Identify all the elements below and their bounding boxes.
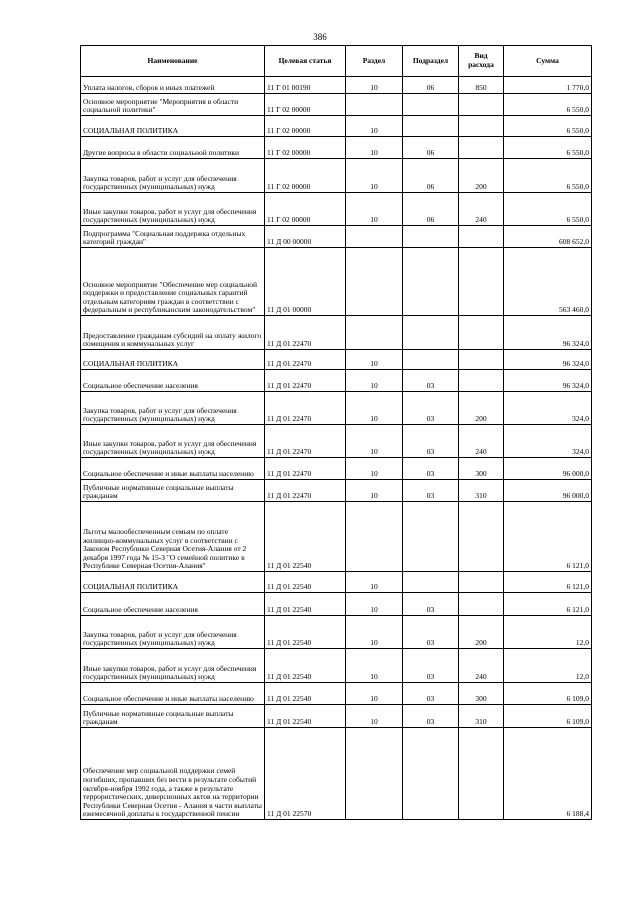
cell-sum: 6 550,0 [504, 137, 592, 159]
cell-expense-type: 240 [459, 649, 504, 683]
cell-subsection [403, 350, 459, 370]
cell-expense-type: 200 [459, 159, 504, 193]
table-row [81, 502, 592, 572]
cell-target-article: 11 Д 01 22470 [265, 480, 346, 502]
cell-section: 10 [346, 458, 403, 480]
cell-target-article: 11 Д 01 22540 [265, 593, 346, 616]
cell-target-article: 11 Г 02 00000 [265, 159, 346, 193]
cell-expense-type [459, 370, 504, 392]
cell-section [346, 94, 403, 116]
cell-expense-type [459, 116, 504, 137]
cell-name: Социальное обеспечение и иные выплаты населению [81, 683, 265, 705]
cell-expense-type [459, 350, 504, 370]
cell-section: 10 [346, 137, 403, 159]
cell-expense-type: 240 [459, 425, 504, 458]
cell-name: Закупка товаров, работ и услуг для обеспечения государственных (муниципальных) нужд [81, 159, 265, 193]
table-row [81, 370, 592, 392]
cell-sum: 6 121,0 [504, 572, 592, 593]
cell-target-article: 11 Д 01 22540 [265, 705, 346, 728]
table-row [81, 480, 592, 502]
table-row [81, 159, 592, 193]
cell-sum: 6 121,0 [504, 502, 592, 572]
cell-section: 10 [346, 480, 403, 502]
cell-subsection [403, 226, 459, 248]
cell-sum: 6 109,0 [504, 683, 592, 705]
cell-target-article: 11 Д 01 22540 [265, 502, 346, 572]
cell-name: Льготы малообеспеченным семьям по оплате жилищно-коммунальных услуг в соответствии с Законом Республики Северная Осетия-Алания от 2 декабря 1997 года № 15-З "О семейной политике в Республике Северная Осетия-Алания" [81, 502, 265, 572]
cell-sum: 6 121,0 [504, 593, 592, 616]
cell-subsection: 03 [403, 705, 459, 728]
cell-sum: 6 550,0 [504, 94, 592, 116]
cell-section: 10 [346, 77, 403, 94]
table-row [81, 392, 592, 425]
cell-subsection [403, 316, 459, 350]
cell-name: Публичные нормативные социальные выплаты гражданам [81, 705, 265, 728]
cell-expense-type [459, 593, 504, 616]
cell-subsection: 03 [403, 616, 459, 649]
cell-subsection: 03 [403, 593, 459, 616]
cell-name: Социальное обеспечение населения [81, 370, 265, 392]
cell-expense-type: 300 [459, 683, 504, 705]
cell-expense-type [459, 316, 504, 350]
cell-sum: 563 460,0 [504, 248, 592, 316]
cell-target-article: 11 Д 01 22570 [265, 728, 346, 820]
table-row [81, 425, 592, 458]
cell-section: 10 [346, 350, 403, 370]
header-expense-type: Вид расхода [459, 46, 504, 77]
cell-expense-type: 310 [459, 480, 504, 502]
table-row [81, 193, 592, 226]
cell-subsection [403, 116, 459, 137]
cell-section: 10 [346, 159, 403, 193]
cell-target-article: 11 Д 01 22470 [265, 350, 346, 370]
table-row [81, 137, 592, 159]
cell-subsection [403, 728, 459, 820]
cell-expense-type [459, 248, 504, 316]
cell-target-article: 11 Г 02 00000 [265, 116, 346, 137]
cell-expense-type [459, 94, 504, 116]
table-row [81, 94, 592, 116]
cell-target-article: 11 Д 00 00000 [265, 226, 346, 248]
table-header [81, 46, 592, 77]
cell-target-article: 11 Г 02 00000 [265, 193, 346, 226]
cell-target-article: 11 Г 02 00000 [265, 137, 346, 159]
cell-section: 10 [346, 572, 403, 593]
table-row [81, 572, 592, 593]
cell-name: Иные закупки товаров, работ и услуг для обеспечения государственных (муниципальных) нужд [81, 649, 265, 683]
cell-subsection: 03 [403, 480, 459, 502]
header-subsection: Подраздел [403, 46, 459, 77]
cell-name: СОЦИАЛЬНАЯ ПОЛИТИКА [81, 116, 265, 137]
cell-sum: 12,0 [504, 649, 592, 683]
table-row [81, 683, 592, 705]
cell-sum: 96 000,0 [504, 458, 592, 480]
cell-sum: 6 550,0 [504, 116, 592, 137]
cell-sum: 12,0 [504, 616, 592, 649]
cell-section: 10 [346, 683, 403, 705]
cell-section: 10 [346, 705, 403, 728]
cell-subsection [403, 94, 459, 116]
cell-expense-type: 200 [459, 392, 504, 425]
cell-section: 10 [346, 370, 403, 392]
cell-name: Социальное обеспечение и иные выплаты населению [81, 458, 265, 480]
cell-name: Иные закупки товаров, работ и услуг для обеспечения государственных (муниципальных) нужд [81, 193, 265, 226]
cell-expense-type [459, 572, 504, 593]
cell-sum: 324,0 [504, 392, 592, 425]
page-number: 386 [313, 32, 327, 42]
cell-subsection: 03 [403, 458, 459, 480]
cell-section: 10 [346, 616, 403, 649]
cell-name: Социальное обеспечение населения [81, 593, 265, 616]
cell-target-article: 11 Д 01 22470 [265, 392, 346, 425]
cell-section [346, 502, 403, 572]
cell-expense-type: 300 [459, 458, 504, 480]
cell-sum: 6 188,4 [504, 728, 592, 820]
cell-expense-type: 200 [459, 616, 504, 649]
cell-expense-type: 310 [459, 705, 504, 728]
cell-sum: 6 550,0 [504, 159, 592, 193]
cell-sum: 96 324,0 [504, 370, 592, 392]
cell-name: Уплата налогов, сборов и иных платежей [81, 77, 265, 94]
cell-name: Закупка товаров, работ и услуг для обеспечения государственных (муниципальных) нужд [81, 392, 265, 425]
cell-sum: 96 324,0 [504, 350, 592, 370]
header-sum: Сумма [504, 46, 592, 77]
cell-subsection: 06 [403, 193, 459, 226]
cell-target-article: 11 Г 01 00190 [265, 77, 346, 94]
cell-subsection [403, 572, 459, 593]
cell-subsection [403, 248, 459, 316]
cell-name: СОЦИАЛЬНАЯ ПОЛИТИКА [81, 350, 265, 370]
cell-section [346, 226, 403, 248]
budget-table [80, 45, 592, 820]
table-row [81, 248, 592, 316]
cell-section: 10 [346, 392, 403, 425]
cell-sum: 96 324,0 [504, 316, 592, 350]
table-row [81, 649, 592, 683]
cell-subsection [403, 502, 459, 572]
cell-target-article: 11 Д 01 22540 [265, 616, 346, 649]
cell-section [346, 728, 403, 820]
cell-name: Подпрограмма "Социальная поддержка отдельных категорий граждан" [81, 226, 265, 248]
cell-expense-type [459, 137, 504, 159]
cell-target-article: 11 Д 01 22470 [265, 316, 346, 350]
table-body [81, 77, 592, 820]
cell-expense-type: 850 [459, 77, 504, 94]
cell-target-article: 11 Д 01 00000 [265, 248, 346, 316]
cell-sum: 1 770,0 [504, 77, 592, 94]
cell-subsection: 03 [403, 392, 459, 425]
cell-subsection: 03 [403, 370, 459, 392]
cell-section [346, 248, 403, 316]
cell-name: СОЦИАЛЬНАЯ ПОЛИТИКА [81, 572, 265, 593]
cell-target-article: 11 Д 01 22540 [265, 649, 346, 683]
cell-target-article: 11 Д 01 22540 [265, 572, 346, 593]
cell-name: Предоставление гражданам субсидий на оплату жилого помещения и коммунальных услуг [81, 316, 265, 350]
table-row [81, 728, 592, 820]
header-section: Раздел [346, 46, 403, 77]
table-row [81, 226, 592, 248]
cell-target-article: 11 Д 01 22470 [265, 370, 346, 392]
cell-name: Другие вопросы в области социальной политики [81, 137, 265, 159]
cell-target-article: 11 Д 01 22470 [265, 425, 346, 458]
cell-name: Закупка товаров, работ и услуг для обеспечения государственных (муниципальных) нужд [81, 616, 265, 649]
table-row [81, 593, 592, 616]
cell-name: Публичные нормативные социальные выплаты гражданам [81, 480, 265, 502]
table-row [81, 350, 592, 370]
cell-expense-type [459, 728, 504, 820]
cell-name: Основное мероприятие "Обеспечение мер социальной поддержки и предоставление социальных гарантий отдельным категориям граждан в соответствии с федеральным и республиканским законодательством" [81, 248, 265, 316]
cell-subsection: 06 [403, 159, 459, 193]
table-row [81, 705, 592, 728]
cell-name: Обеспечение мер социальной поддержки семей погибших, пропавших без вести в результате событий октября-ноября 1992 года, а также в результате террористических, диверсионных актов на территории Республики Северная Осетия - Алания в части выплаты ежемесячной доплаты к государственной пенсии [81, 728, 265, 820]
table-row [81, 616, 592, 649]
cell-sum: 324,0 [504, 425, 592, 458]
cell-target-article: 11 Д 01 22540 [265, 683, 346, 705]
header-row [81, 46, 592, 77]
cell-section [346, 316, 403, 350]
table-row [81, 316, 592, 350]
cell-subsection: 06 [403, 137, 459, 159]
cell-expense-type [459, 226, 504, 248]
header-target-article: Целевая статья [265, 46, 346, 77]
cell-section: 10 [346, 425, 403, 458]
cell-name: Основное мероприятие "Мероприятия в области социальной политики" [81, 94, 265, 116]
cell-sum: 6 550,0 [504, 193, 592, 226]
cell-section: 10 [346, 116, 403, 137]
table-row [81, 77, 592, 94]
cell-section: 10 [346, 649, 403, 683]
cell-subsection: 03 [403, 683, 459, 705]
cell-subsection: 03 [403, 649, 459, 683]
table-row [81, 458, 592, 480]
cell-expense-type [459, 502, 504, 572]
table-row [81, 116, 592, 137]
cell-sum: 6 109,0 [504, 705, 592, 728]
cell-sum: 608 652,0 [504, 226, 592, 248]
cell-section: 10 [346, 193, 403, 226]
cell-subsection: 06 [403, 77, 459, 94]
cell-sum: 96 000,0 [504, 480, 592, 502]
cell-name: Иные закупки товаров, работ и услуг для обеспечения государственных (муниципальных) нужд [81, 425, 265, 458]
cell-expense-type: 240 [459, 193, 504, 226]
cell-target-article: 11 Д 01 22470 [265, 458, 346, 480]
header-name: Наименование [81, 46, 265, 77]
cell-subsection: 03 [403, 425, 459, 458]
cell-target-article: 11 Г 02 00000 [265, 94, 346, 116]
cell-section: 10 [346, 593, 403, 616]
